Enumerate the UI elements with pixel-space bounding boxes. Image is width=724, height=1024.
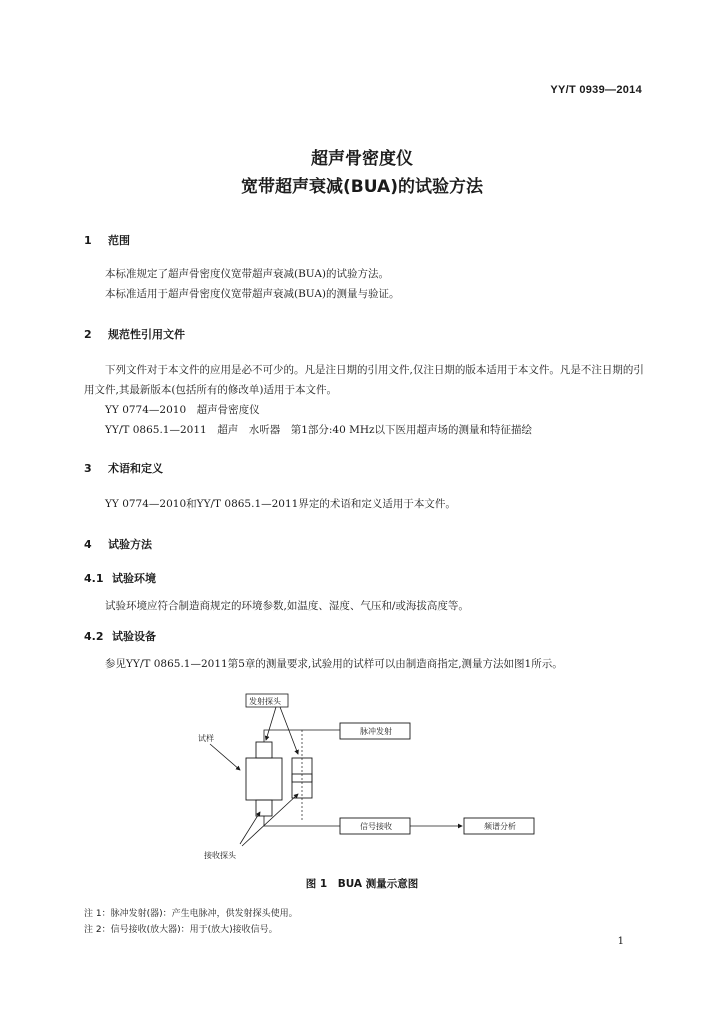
signal-receive-label: 信号接收 bbox=[360, 822, 392, 831]
note-1: 注 1：脉冲发射(器)：产生电脉冲，供发射探头使用。 bbox=[84, 909, 298, 919]
document-title-line2: 宽带超声衰减(BUA)的试验方法 bbox=[241, 177, 483, 197]
section-1-heading bbox=[84, 232, 130, 248]
sample-body bbox=[246, 758, 282, 800]
section-title: 术语和定义 bbox=[108, 462, 163, 475]
section-3-heading bbox=[84, 460, 163, 476]
reference-1: YY 0774—2010 超声骨密度仪 bbox=[105, 404, 260, 416]
section-3-paragraph-1: YY 0774—2010和YY/T 0865.1—2011界定的术语和定义适用于本文件。 bbox=[105, 498, 456, 510]
page-number: 1 bbox=[617, 936, 624, 947]
figure-caption: 图 1 BUA 测量示意图 bbox=[305, 878, 419, 890]
receive-probe-arrow-1 bbox=[240, 812, 260, 844]
receive-probe-label: 接收探头 bbox=[204, 851, 236, 860]
section-title: 范围 bbox=[108, 234, 130, 247]
section-number: 2 bbox=[84, 328, 92, 341]
receive-probe-arrow-2 bbox=[242, 794, 298, 846]
receive-probe-left bbox=[256, 800, 272, 816]
document-title-line1: 超声骨密度仪 bbox=[311, 149, 413, 169]
section-title: 试验方法 bbox=[108, 538, 152, 551]
section-4-2-heading bbox=[84, 628, 156, 644]
transmit-probe-arrow-2 bbox=[280, 707, 298, 754]
section-1-paragraph-1: 本标准规定了超声骨密度仪宽带超声衰减(BUA)的试验方法。 bbox=[105, 268, 390, 280]
pulse-transmit-label: 脉冲发射 bbox=[360, 727, 392, 736]
spectrum-analysis-label: 频谱分析 bbox=[484, 822, 516, 831]
section-number: 1 bbox=[84, 234, 92, 247]
section-2-heading bbox=[84, 326, 185, 342]
transmit-probe-left bbox=[256, 742, 272, 758]
section-title: 规范性引用文件 bbox=[108, 328, 185, 341]
transmit-probe-label: 发射探头 bbox=[249, 697, 281, 706]
section-title: 试验环境 bbox=[112, 572, 156, 585]
section-number: 4.1 bbox=[84, 572, 104, 585]
section-2-paragraph-1: 下列文件对于本文件的应用是必不可少的。凡是注日期的引用文件,仅注日期的版本适用于本文件。凡是不注日期的引用文件,其最新版本(包括所有的修改单)适用于本文件。 bbox=[84, 364, 644, 396]
section-1-paragraph-2: 本标准适用于超声骨密度仪宽带超声衰减(BUA)的测量与验证。 bbox=[105, 288, 400, 300]
section-title: 试验设备 bbox=[112, 630, 156, 643]
section-number: 4.2 bbox=[84, 630, 104, 643]
signal-wire bbox=[264, 816, 340, 826]
note-2: 注 2：信号接收(放大器)：用于(放大)接收信号。 bbox=[84, 925, 278, 935]
sample-arrow bbox=[210, 744, 240, 770]
section-number: 3 bbox=[84, 462, 92, 475]
standard-number: YY/T 0939—2014 bbox=[550, 84, 642, 96]
sample-label: 试样 bbox=[198, 734, 214, 743]
bua-measurement-diagram bbox=[180, 690, 560, 868]
section-number: 4 bbox=[84, 538, 92, 551]
transmit-probe-arrow-1 bbox=[266, 707, 276, 740]
section-4-1-heading bbox=[84, 570, 156, 586]
reference-2: YY/T 0865.1—2011 超声 水听器 第1部分:40 MHz以下医用超声场的测量和特征描绘 bbox=[105, 424, 533, 436]
section-4-heading bbox=[84, 536, 152, 552]
section-4-1-paragraph-1: 试验环境应符合制造商规定的环境参数,如温度、湿度、气压和/或海拔高度等。 bbox=[105, 600, 469, 612]
section-4-2-paragraph-1: 参见YY/T 0865.1—2011第5章的测量要求,试验用的试样可以由制造商指定,测量方法如图1所示。 bbox=[105, 658, 563, 670]
